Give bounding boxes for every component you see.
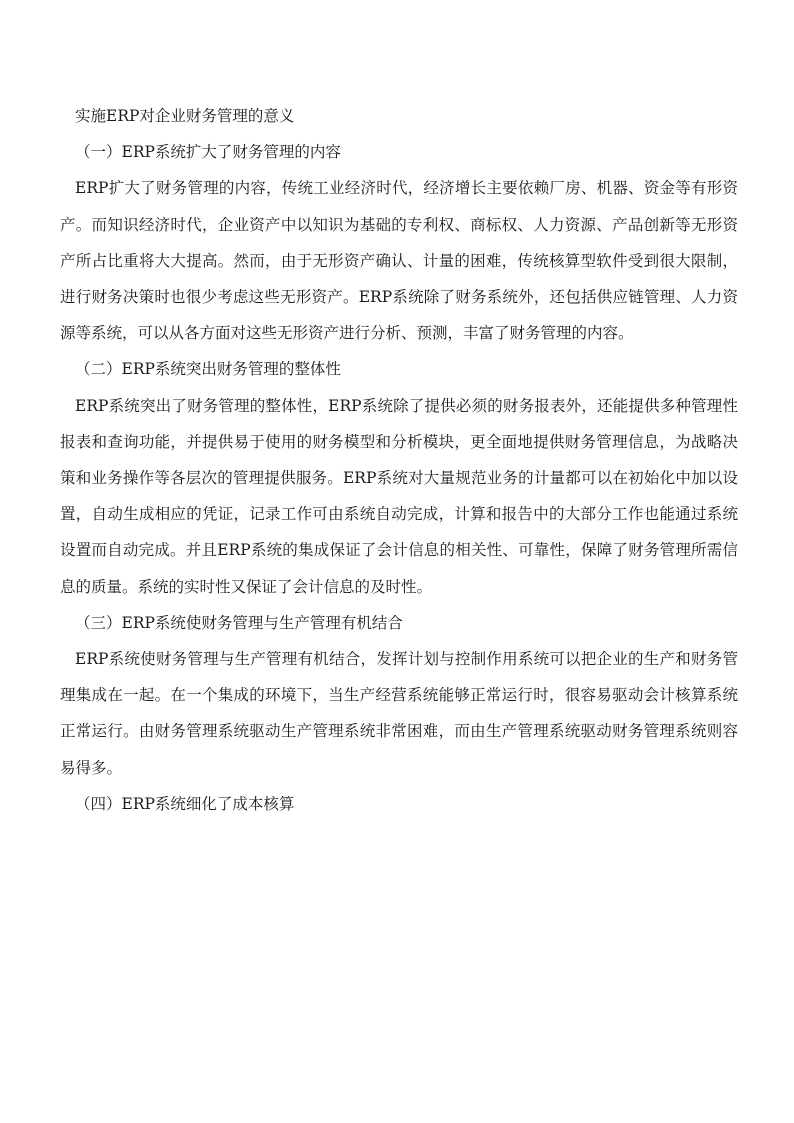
- section-3-heading: （三）ERP系统使财务管理与生产管理有机结合: [75, 613, 403, 632]
- section-2-paragraph: ERP系统突出了财务管理的整体性，ERP系统除了提供必须的财务报表外，还能提供多种管理性报表和查询功能，并提供易于使用的财务模型和分析模块，更全面地提供财务管理信息，为战略决策和业务操作等各层次的管理提供服务。ERP系统对大量规范业务的计量都可以在初始化中加以设置，自动生成相应的凭证，记录工作可由系统自动完成，计算和报告中的大部分工作也能通过系统设置而自动完成。并且ERP系统的集成保证了会计信息的相关性、可靠性，保障了财务管理所需信息的质量。系统的实时性又保证了会计信息的及时性。: [60, 396, 738, 596]
- section-3-paragraph: ERP系统使财务管理与生产管理有机结合，发挥计划与控制作用系统可以把企业的生产和财务管理集成在一起。在一个集成的环境下，当生产经营系统能够正常运行时，很容易驱动会计核算系统正常运行。由财务管理系统驱动生产管理系统非常困难，而由生产管理系统驱动财务管理系统则容易得多。: [60, 650, 738, 777]
- section-1-heading: （一）ERP系统扩大了财务管理的内容: [75, 143, 341, 162]
- document-title: 实施ERP对企业财务管理的意义: [75, 107, 295, 125]
- section-1-paragraph: ERP扩大了财务管理的内容，传统工业经济时代，经济增长主要依赖厂房、机器、资金等有形资产。而知识经济时代，企业资产中以知识为基础的专利权、商标权、人力资源、产品创新等无形资产所占比重将大大提高。然而，由于无形资产确认、计量的困难，传统核算型软件受到很大限制，进行财务决策时也很少考虑这些无形资产。ERP系统除了财务系统外，还包括供应链管理、人力资源等系统，可以从各方面对这些无形资产进行分析、预测，丰富了财务管理的内容。: [60, 179, 738, 343]
- section-4-heading: （四）ERP系统细化了成本核算: [75, 794, 295, 813]
- section-2-heading: （二）ERP系统突出财务管理的整体性: [75, 360, 341, 379]
- document-body: [60, 98, 738, 822]
